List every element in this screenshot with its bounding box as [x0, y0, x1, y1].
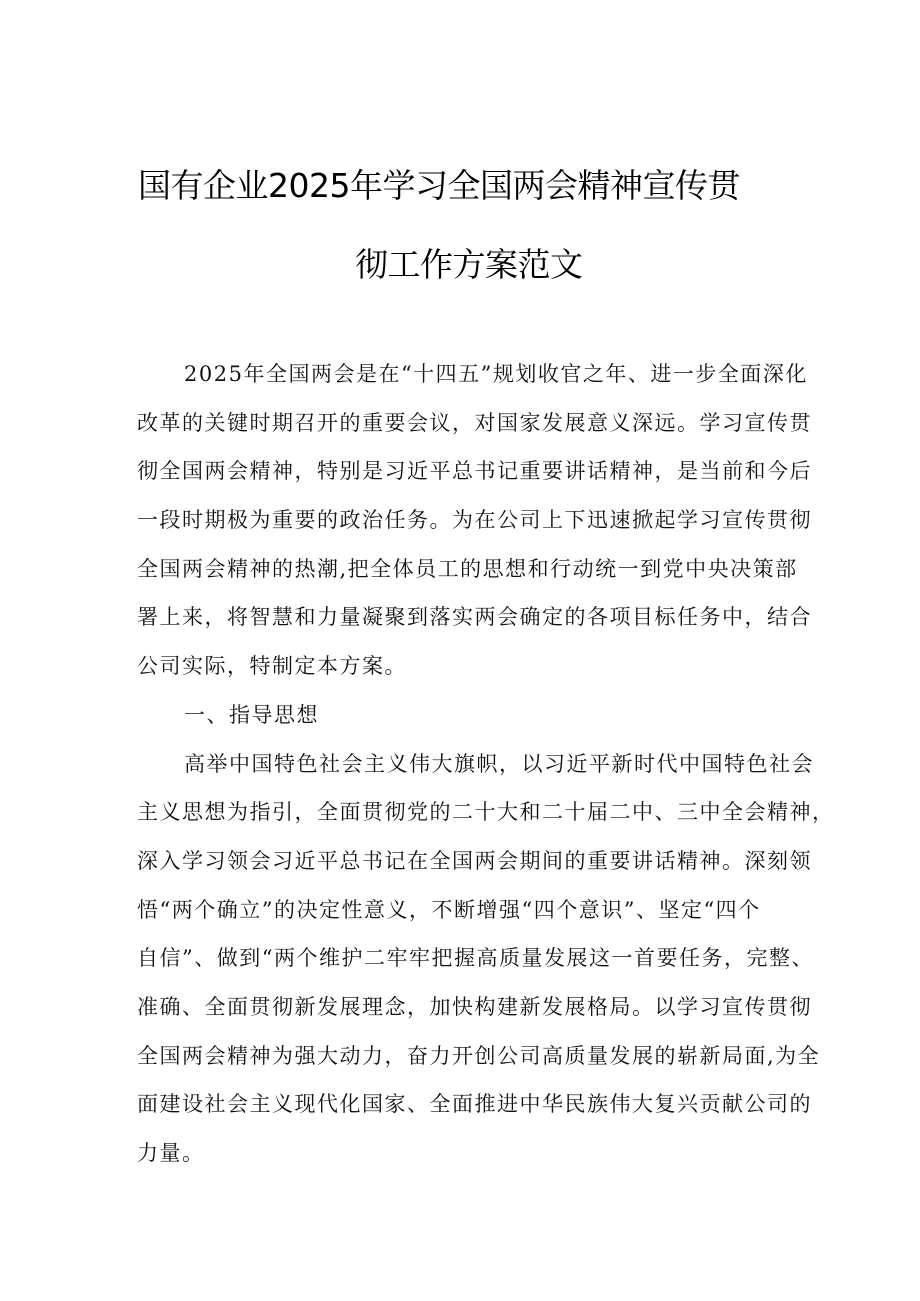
document-body [137, 350, 835, 1178]
document-title-line-1: 国有企业2025年学习全国两会精神宣传贯 [138, 166, 740, 205]
paragraph-line: 全国两会精神的热潮,把全体员工的思想和行动统一到党中央决策部 [137, 556, 798, 581]
paragraph-line: 2025年全国两会是在“十四五”规划收官之年、进一步全面深化 [184, 362, 808, 386]
paragraph-line: 公司实际，特制定本方案。 [137, 654, 407, 679]
paragraph-line: 一段时期极为重要的政治任务。为在公司上下迅速掀起学习宣传贯彻 [137, 508, 812, 533]
paragraph-line: 力量。 [137, 1141, 205, 1165]
paragraph-line: 自信”、做到“两个维护二牢牢把握高质量发展这一首要任务，完整、 [137, 946, 814, 971]
paragraph-line: 悟“两个确立”的决定性意义，不断增强“四个意识”、坚定“四个 [137, 897, 761, 922]
section-heading: 一、指导思想 [184, 702, 319, 727]
paragraph-line: 彻全国两会精神，特别是习近平总书记重要讲话精神，是当前和今后 [137, 459, 812, 484]
paragraph-line: 高举中国特色社会主义伟大旗帜，以习近平新时代中国特色社会 [184, 751, 814, 776]
paragraph-line: 主义思想为指引，全面贯彻党的二十大和二十届二中、三中全会精神， [137, 800, 835, 825]
paragraph-line: 准确、全面贯彻新发展理念，加快构建新发展格局。以学习宣传贯彻 [137, 994, 812, 1019]
paragraph-line: 改革的关键时期召开的重要会议，对国家发展意义深远。学习宣传贯 [137, 410, 812, 435]
paragraph-line: 署上来，将智慧和力量凝聚到落实两会确定的各项目标任务中，结合 [137, 605, 812, 630]
paragraph-line: 全国两会精神为强大动力，奋力开创公司高质量发展的崭新局面,为全 [137, 1043, 821, 1068]
paragraph-line: 面建设社会主义现代化国家、全面推进中华民族伟大复兴贡献公司的 [137, 1092, 812, 1117]
paragraph-line: 深入学习领会习近平总书记在全国两会期间的重要讲话精神。深刻领 [137, 848, 812, 873]
document-title-line-2: 彻工作方案范文 [355, 245, 583, 284]
